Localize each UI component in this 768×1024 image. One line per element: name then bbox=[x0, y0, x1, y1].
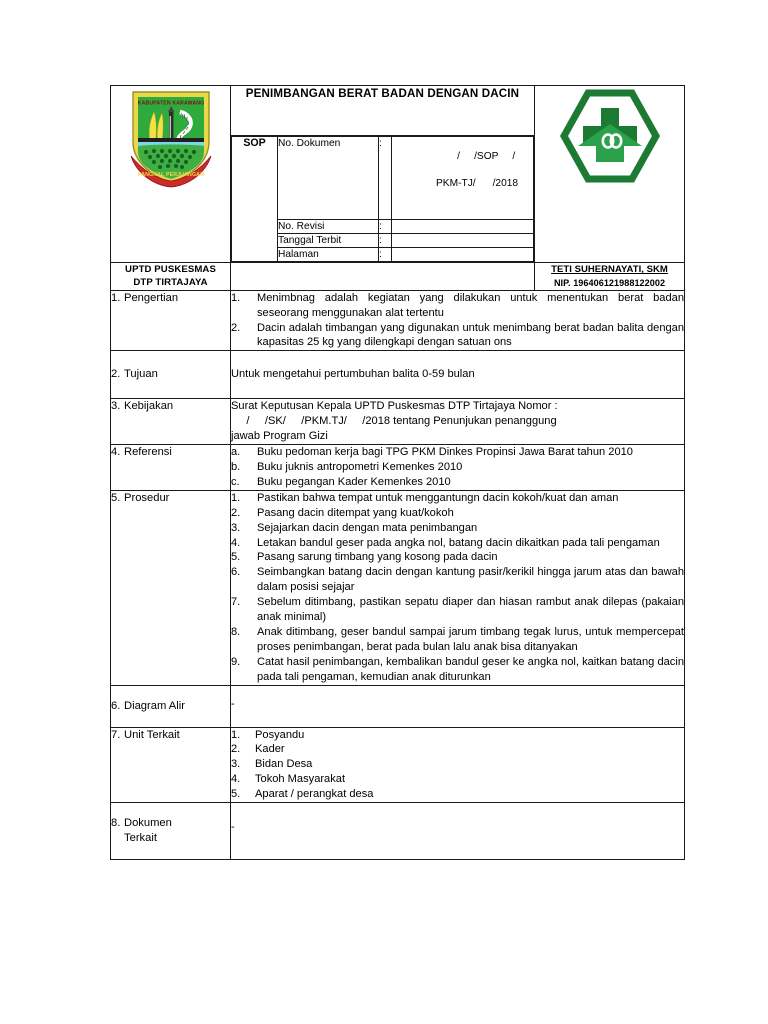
section-label-dokumen-terkait bbox=[111, 803, 231, 860]
list-text: Pasang sarung timbang yang kosong pada dacin bbox=[257, 551, 498, 564]
list-text: Seimbangkan batang dacin dengan kantung pasir/kerikil hingga jarum atas dan bawah dalam posisi sejajar bbox=[257, 566, 684, 594]
section-label-referensi bbox=[111, 445, 231, 491]
metadata-value-tanggal-terbit bbox=[392, 233, 534, 247]
kebijakan-line2: / /SK/ /PKM.TJ/ /2018 tentang Penunjukan penanggung bbox=[231, 415, 557, 428]
list-item bbox=[231, 772, 684, 787]
metadata-label-tanggal-terbit: Tanggal Terbit bbox=[278, 233, 379, 247]
metadata-colon-no-dokumen: : bbox=[379, 137, 392, 220]
dokumen-terkait-text: - bbox=[231, 821, 235, 834]
list-text: Tokoh Masyarakat bbox=[255, 773, 346, 786]
list-text: Dacin adalah timbangan yang digunakan untuk menimbang berat badan balita dengan kapasitas 25 kg yang dilengkapi dengan satuan ons bbox=[257, 321, 684, 349]
list-text: Menimbnag adalah kegiatan yang dilakukan untuk menentukan berat badan seseorang menggunakan alat tertentu bbox=[257, 291, 684, 319]
list-text: Anak ditimbang, geser bandul sampai jarum timbang tegak lurus, untuk mempercepat proses penimbangan, berat pada bulan lalu anak bisa ditanyakan bbox=[257, 625, 684, 653]
section-row-tujuan bbox=[111, 351, 685, 399]
list-text: Catat hasil penimbangan, kembalikan bandul geser ke angka nol, kaitkan batang dacin pada tali pengaman, kemudian anak diturunkan bbox=[257, 655, 684, 683]
section-number-pengertian: 1. bbox=[111, 291, 121, 304]
list-text: Buku juknis antropometri Kemenkes 2010 bbox=[257, 460, 463, 473]
section-label-text-unit-terkait: Unit Terkait bbox=[124, 728, 180, 741]
section-label-prosedur bbox=[111, 490, 231, 685]
list-marker: 4. bbox=[231, 536, 241, 549]
metadata-colon-no-revisi: : bbox=[379, 219, 392, 233]
section-label-text-pengertian: Pengertian bbox=[124, 291, 179, 304]
section-label-unit-terkait bbox=[111, 727, 231, 803]
svg-text:KABUPATEN KARAWANG: KABUPATEN KARAWANG bbox=[137, 100, 204, 107]
metadata-row-no-revisi bbox=[232, 219, 534, 233]
list-item bbox=[231, 321, 684, 351]
list-marker: 6. bbox=[231, 566, 241, 579]
list-marker: 5. bbox=[231, 551, 241, 564]
list-text: Buku pegangan Kader Kemenkes 2010 bbox=[257, 475, 451, 488]
list-item bbox=[231, 595, 684, 625]
list-marker: 7. bbox=[231, 596, 241, 609]
list-item bbox=[231, 565, 684, 595]
section-label-text-tujuan: Tujuan bbox=[124, 368, 158, 381]
metadata-value-no-dokumen-line1: / /SOP / bbox=[442, 151, 516, 163]
section-number-referensi: 4. bbox=[111, 446, 121, 459]
left-logo-cell bbox=[111, 86, 231, 263]
list-text: Posyandu bbox=[255, 728, 305, 741]
section-body-tujuan bbox=[231, 351, 685, 399]
section-label-pengertian bbox=[111, 290, 231, 351]
section-label-text-diagram-alir: Diagram Alir bbox=[124, 699, 185, 712]
list-marker: 4. bbox=[231, 773, 241, 786]
metadata-colon-tanggal-terbit: : bbox=[379, 233, 392, 247]
list-text: Aparat / perangkat desa bbox=[255, 788, 374, 801]
karawang-regency-emblem-icon bbox=[128, 86, 214, 188]
list-marker: b. bbox=[231, 460, 241, 473]
list-marker: 8. bbox=[231, 625, 241, 638]
svg-text:PANGKAL PERJUANGAN: PANGKAL PERJUANGAN bbox=[137, 172, 204, 178]
document-title-cell bbox=[231, 86, 535, 136]
list-item bbox=[231, 521, 684, 536]
puskesmas-logo-icon bbox=[558, 86, 662, 186]
section-body-kebijakan bbox=[231, 399, 685, 445]
metadata-label-no-dokumen: No. Dokumen bbox=[278, 137, 379, 220]
section-body-unit-terkait bbox=[231, 727, 685, 803]
section-label-text-dokumen-terkait-line2: Terkait bbox=[124, 832, 157, 845]
list-item bbox=[231, 787, 684, 802]
list-text: Letakan bandul geser pada angka nol, batang dacin dikaitkan pada tali pengaman bbox=[257, 536, 660, 549]
list-marker: 1. bbox=[231, 728, 241, 741]
kebijakan-line1: Surat Keputusan Kepala UPTD Puskesmas DTP Tirtajaya Nomor : bbox=[231, 400, 558, 413]
metadata-row-halaman bbox=[232, 248, 534, 262]
section-row-dokumen-terkait bbox=[111, 803, 685, 860]
referensi-list bbox=[231, 445, 684, 490]
list-item bbox=[231, 625, 684, 655]
section-label-kebijakan bbox=[111, 399, 231, 445]
list-item bbox=[231, 728, 684, 743]
right-logo-cell bbox=[535, 86, 685, 263]
section-label-tujuan bbox=[111, 351, 231, 399]
section-number-dokumen-terkait: 8. bbox=[111, 817, 121, 830]
section-label-text-prosedur: Prosedur bbox=[124, 491, 170, 504]
list-marker: 3. bbox=[231, 521, 241, 534]
list-item bbox=[231, 550, 684, 565]
list-text: Sejajarkan dacin dengan mata penimbangan bbox=[257, 521, 478, 534]
metadata-table bbox=[231, 136, 534, 262]
list-item bbox=[231, 475, 684, 490]
list-item bbox=[231, 742, 684, 757]
list-marker: 2. bbox=[231, 506, 241, 519]
list-marker: 9. bbox=[231, 655, 241, 668]
list-marker: c. bbox=[231, 475, 240, 488]
section-row-prosedur bbox=[111, 490, 685, 685]
metadata-cell bbox=[231, 136, 535, 263]
prosedur-list bbox=[231, 491, 684, 685]
unit-terkait-list bbox=[231, 728, 684, 803]
section-row-referensi bbox=[111, 445, 685, 491]
organization-name-cell bbox=[111, 263, 231, 290]
list-item bbox=[231, 655, 684, 685]
list-item bbox=[231, 757, 684, 772]
metadata-row-no-dokumen bbox=[232, 137, 534, 220]
diagram-alir-text: - bbox=[231, 697, 235, 710]
signatory-name: TETI SUHERNAYATI, SKM bbox=[551, 264, 668, 276]
list-item bbox=[231, 291, 684, 321]
organization-signatory-row bbox=[111, 263, 685, 290]
list-marker: a. bbox=[231, 446, 241, 459]
kebijakan-line3: jawab Program Gizi bbox=[231, 430, 328, 443]
list-text: Sebelum ditimbang, pastikan sepatu diaper dan hiasan rambut anak dilepas (pakaian anak minimal) bbox=[257, 596, 684, 624]
metadata-value-halaman bbox=[392, 248, 534, 262]
tujuan-text: Untuk mengetahui pertumbuhan balita 0-59 bulan bbox=[231, 368, 475, 381]
list-item bbox=[231, 536, 684, 551]
list-item bbox=[231, 460, 684, 475]
document-header-row bbox=[111, 86, 685, 136]
section-body-diagram-alir bbox=[231, 685, 685, 727]
signature-blank-cell bbox=[231, 263, 535, 290]
section-label-text-referensi: Referensi bbox=[124, 446, 172, 459]
section-label-text-dokumen-terkait-line1: Dokumen bbox=[124, 817, 172, 830]
signatory-cell bbox=[535, 263, 685, 290]
metadata-value-no-revisi bbox=[392, 219, 534, 233]
list-text: Pastikan bahwa tempat untuk menggantungn dacin kokoh/kuat dan aman bbox=[257, 491, 619, 504]
sop-document-table bbox=[110, 85, 685, 860]
section-number-unit-terkait: 7. bbox=[111, 728, 121, 741]
section-label-text-kebijakan: Kebijakan bbox=[124, 400, 174, 413]
list-text: Buku pedoman kerja bagi TPG PKM Dinkes Propinsi Jawa Barat tahun 2010 bbox=[257, 446, 633, 459]
organization-line2: DTP TIRTAJAYA bbox=[133, 277, 208, 289]
section-body-prosedur bbox=[231, 490, 685, 685]
metadata-row-tanggal-terbit bbox=[232, 233, 534, 247]
list-text: Kader bbox=[255, 743, 285, 756]
list-item bbox=[231, 506, 684, 521]
section-row-pengertian bbox=[111, 290, 685, 351]
pengertian-list bbox=[231, 291, 684, 351]
section-row-diagram-alir bbox=[111, 685, 685, 727]
list-marker: 1. bbox=[231, 491, 241, 504]
section-number-diagram-alir: 6. bbox=[111, 699, 121, 712]
list-marker: 5. bbox=[231, 788, 241, 801]
organization-line1: UPTD PUSKESMAS bbox=[125, 264, 216, 276]
metadata-label-halaman: Halaman bbox=[278, 248, 379, 262]
section-row-kebijakan bbox=[111, 399, 685, 445]
page-title: PENIMBANGAN BERAT BADAN DENGAN DACIN bbox=[245, 87, 520, 100]
list-item bbox=[231, 491, 684, 506]
section-body-dokumen-terkait bbox=[231, 803, 685, 860]
section-number-tujuan: 2. bbox=[111, 368, 121, 381]
list-marker: 2. bbox=[231, 321, 241, 334]
list-text: Bidan Desa bbox=[255, 758, 313, 771]
list-marker: 1. bbox=[231, 291, 241, 304]
section-row-unit-terkait bbox=[111, 727, 685, 803]
list-item bbox=[231, 445, 684, 460]
metadata-label-no-revisi: No. Revisi bbox=[278, 219, 379, 233]
metadata-value-no-dokumen-line2: PKM-TJ/ /2018 bbox=[436, 177, 519, 189]
section-body-pengertian bbox=[231, 290, 685, 351]
metadata-value-no-dokumen bbox=[392, 137, 534, 220]
list-marker: 2. bbox=[231, 743, 241, 756]
metadata-colon-halaman: : bbox=[379, 248, 392, 262]
signatory-nip: NIP. 196406121988122002 bbox=[553, 277, 666, 288]
list-text: Pasang dacin ditempat yang kuat/kokoh bbox=[257, 506, 454, 519]
sop-label-cell: SOP bbox=[232, 137, 278, 262]
section-label-diagram-alir bbox=[111, 685, 231, 727]
section-number-kebijakan: 3. bbox=[111, 400, 121, 413]
section-number-prosedur: 5. bbox=[111, 491, 121, 504]
section-body-referensi bbox=[231, 445, 685, 491]
list-marker: 3. bbox=[231, 758, 241, 771]
